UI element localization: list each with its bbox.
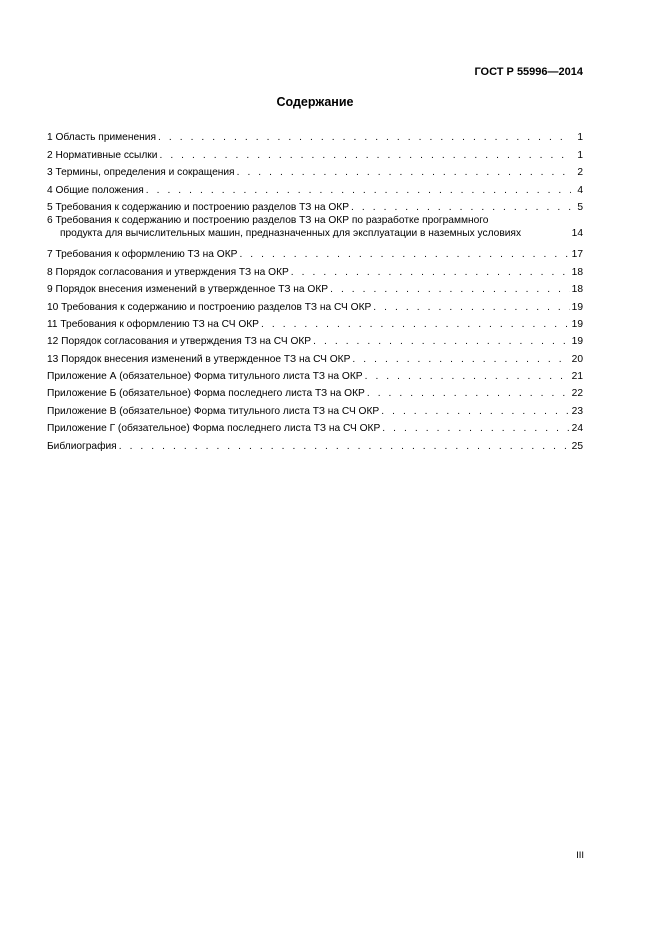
dot-leader [352,353,569,366]
toc-entry-page: 22 [571,388,583,400]
dot-leader [158,131,571,144]
toc-entry-page: 18 [571,284,583,296]
toc-entry-text: 8 Порядок согласования и утверждения ТЗ на ОКР [47,266,289,278]
dot-leader [239,248,569,261]
toc-entry-9[interactable] [47,279,583,296]
toc-entry-text: 13 Порядок внесения изменений в утвержденное ТЗ на СЧ ОКР [47,353,351,365]
toc-entry-5[interactable] [47,197,583,214]
toc-entry-page: 25 [571,440,583,452]
toc-entry-page: 2 [577,167,583,179]
dot-leader [367,387,570,400]
toc-entry-appendix-b[interactable] [47,383,583,400]
toc-entry-12[interactable] [47,331,583,348]
toc-entry-text: 12 Порядок согласования и утверждения ТЗ на СЧ ОКР [47,336,312,348]
dot-leader [313,335,570,348]
toc-entry-bibliography[interactable] [47,435,583,452]
toc-entry-text: 1 Область применения [47,132,156,144]
dot-leader [237,166,571,179]
toc-entry-page: 19 [571,318,583,330]
toc-entry-text: 2 Нормативные ссылки [47,149,158,161]
toc-entry-page: 18 [571,266,583,278]
toc-entry-text: Приложение В (обязательное) Форма титульного листа ТЗ на СЧ ОКР [47,405,380,417]
dot-leader [119,440,570,453]
dot-leader [146,184,571,197]
toc-entry-page: 23 [571,405,583,417]
toc-entry-text: Библиография [47,440,117,452]
dot-leader [351,201,571,214]
toc-entry-page: 19 [571,336,583,348]
toc-entry-appendix-v[interactable] [47,400,583,417]
toc-entry-text: Приложение Б (обязательное) Форма последнего листа ТЗ на ОКР [47,388,365,400]
toc-entry-page: 1 [577,132,583,144]
page-number: III [576,850,584,861]
toc-entry-text: 5 Требования к содержанию и построению разделов ТЗ на ОКР [47,201,349,213]
toc-entry-text: 10 Требования к содержанию и построению разделов ТЗ на СЧ ОКР [47,301,372,313]
document-code: ГОСТ Р 55996—2014 [474,66,583,78]
dot-leader [381,405,569,418]
table-of-contents [47,127,583,453]
toc-entry-6[interactable] [47,214,583,240]
toc-entry-appendix-g[interactable] [47,418,583,435]
toc-entry-11[interactable] [47,314,583,331]
toc-entry-1[interactable] [47,127,583,144]
toc-entry-2[interactable] [47,144,583,161]
toc-entry-text: 3 Термины, определения и сокращения [47,167,235,179]
toc-entry-page: 17 [571,249,583,261]
dot-leader [382,422,569,435]
toc-entry-page: 19 [571,301,583,313]
toc-entry-10[interactable] [47,296,583,313]
dot-leader [373,301,569,314]
toc-entry-text: 9 Порядок внесения изменений в утвержденное ТЗ на ОКР [47,284,329,296]
dot-leader [159,149,571,162]
toc-title: Содержание [276,95,354,109]
toc-entry-page: 4 [577,184,583,196]
dot-leader [330,283,570,296]
toc-entry-text-line1: 6 Требования к содержанию и построению разделов ТЗ на ОКР по разработке программного [47,214,489,226]
toc-entry-page: 14 [571,227,583,239]
toc-entry-8[interactable] [47,261,583,278]
toc-entry-text: Приложение Г (обязательное) Форма последнего листа ТЗ на СЧ ОКР [47,423,381,435]
toc-entry-text: 11 Требования к оформлению ТЗ на СЧ ОКР [47,318,259,330]
toc-entry-page: 20 [571,353,583,365]
toc-entry-4[interactable] [47,179,583,196]
toc-entry-text: 4 Общие положения [47,184,144,196]
dot-leader [291,266,570,279]
toc-entry-7[interactable] [47,244,583,261]
dot-leader [365,370,570,383]
toc-entry-3[interactable] [47,162,583,179]
toc-entry-13[interactable] [47,348,583,365]
toc-entry-text: Приложение А (обязательное) Форма титульного листа ТЗ на ОКР [47,371,363,383]
toc-entry-appendix-a[interactable] [47,366,583,383]
toc-entry-text-line2: продукта для вычислительных машин, предназначенных для эксплуатации в наземных условиях [60,227,522,239]
toc-entry-page: 5 [577,201,583,213]
toc-entry-text: 7 Требования к оформлению ТЗ на ОКР [47,249,238,261]
toc-entry-page: 24 [571,423,583,435]
toc-entry-page: 1 [577,149,583,161]
dot-leader [261,318,570,331]
toc-entry-page: 21 [571,371,583,383]
